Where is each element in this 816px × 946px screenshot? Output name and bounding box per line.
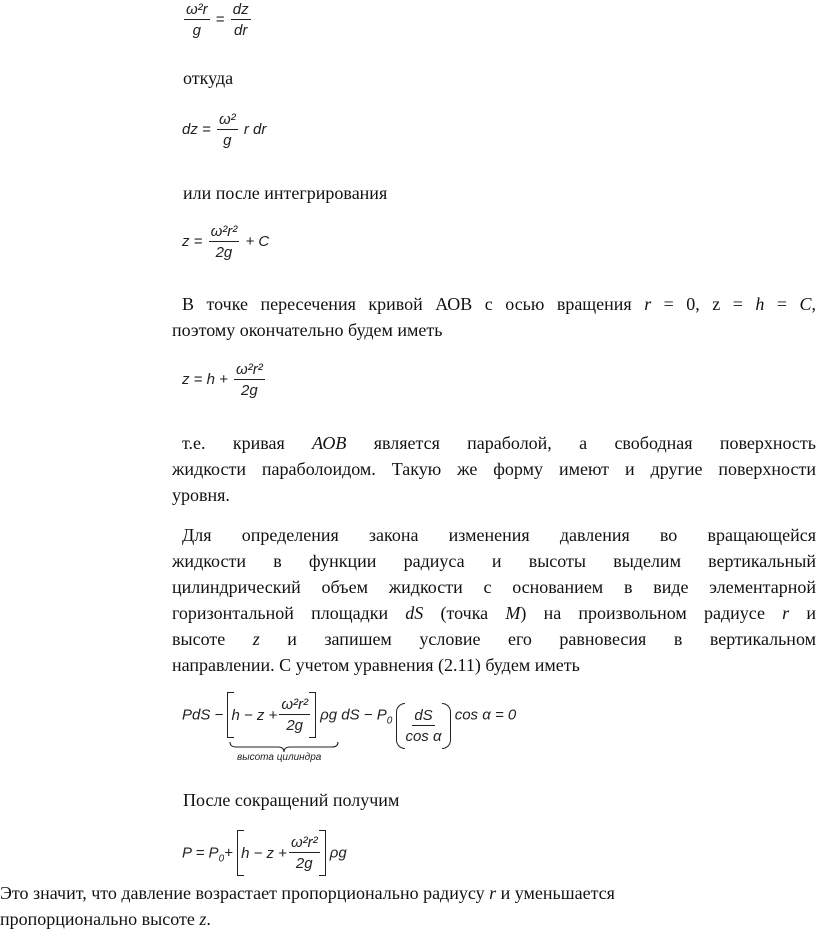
final-text: [0, 880, 816, 932]
equation-5-paren: [396, 703, 450, 749]
paragraph-3: [172, 522, 816, 678]
text-integration: или после интегрирования: [183, 183, 388, 203]
equation-5-bracket: h − z + $\frac{\text{ω²r²}}{2g}$: [227, 692, 316, 738]
equation-5-fraction: $\frac{\text{ω²r²}}{2g}$: [281, 696, 308, 734]
text-after-reduction: После сокращений получим: [183, 790, 400, 810]
paragraph-1: [172, 291, 816, 343]
paragraph-2: [172, 430, 816, 508]
equation-6: $P = P_0+$ h − z + $\frac{\text{ω²r²}}{2g}$ ρg: [182, 830, 347, 876]
equation-1-rhs-fraction: $\frac{dz}{dr}$: [232, 1, 249, 39]
paragraph-1-line-1: В точке пересечения кривой АОВ с осью вращения r = 0, z = h = C,: [182, 294, 816, 314]
paragraph-3-line-2: жидкости в функции радиуса и высоты выделим вертикальный: [172, 551, 816, 571]
equation-6-fraction: $\frac{\text{ω²r²}}{2g}$: [290, 834, 318, 872]
paragraph-2-line-1: т.е. кривая АОВ является параболой, а свободная поверхность: [182, 433, 816, 453]
underbrace-label: высота цилиндра: [237, 752, 322, 763]
paragraph-2-line-3: уровня.: [172, 485, 230, 505]
equation-6-bracket: h − z + $\frac{\text{ω²r²}}{2g}$: [237, 830, 326, 876]
paragraph-3-line-5: высоте z и запишем условие его равновесия в вертикальном: [172, 629, 816, 649]
equation-1: $\frac{\text{ω²r}}{g}$ = $\frac{dz}{dr}$: [186, 1, 249, 39]
paragraph-3-line-6: направлении. С учетом уравнения (2.11) будем иметь: [172, 655, 580, 675]
equation-1-lhs-fraction: $\frac{\text{ω²r}}{g}$: [186, 1, 208, 39]
paragraph-1-line-2: поэтому окончательно будем иметь: [172, 320, 443, 340]
final-text-line-1: Это значит, что давление возрастает пропорционально радиусу r и уменьшается: [0, 883, 615, 903]
equation-5: PdS − h − z + $\frac{\text{ω²r²}}{2g}$ ρg dS − $P_0$ $\frac{dS}{\text{cos α}}$ cos α = 0: [182, 692, 516, 749]
equation-3: z = $\frac{\text{ω²r²}}{2g}$ + C: [182, 223, 270, 261]
equation-4: z = h + $\frac{\text{ω²r²}}{2g}$: [182, 361, 263, 399]
equation-4-fraction: $\frac{\text{ω²r²}}{2g}$: [236, 361, 263, 399]
paragraph-2-line-2: жидкости параболоидом. Такую же форму имеют и другие поверхности: [172, 459, 816, 479]
paragraph-3-line-3: цилиндрический объем жидкости с основанием в виде элементарной: [172, 577, 816, 597]
equation-5-paren-fraction: $\frac{dS}{\text{cos α}}$: [405, 706, 442, 745]
paragraph-3-line-4: горизонтальной площадки dS (точка M) на произвольном радиусе r и: [172, 603, 816, 623]
equation-2-fraction: $\frac{\text{ω²}}{g}$: [218, 111, 236, 149]
equation-3-fraction: $\frac{\text{ω²r²}}{2g}$: [210, 223, 238, 261]
text-otkuda: откуда: [183, 68, 234, 88]
equation-2: dz = $\frac{\text{ω²}}{g}$ r dr: [182, 111, 267, 149]
final-text-line-2: пропорционально высоте z.: [0, 909, 211, 929]
paragraph-3-line-1: Для определения закона изменения давления во вращающейся: [182, 525, 816, 545]
